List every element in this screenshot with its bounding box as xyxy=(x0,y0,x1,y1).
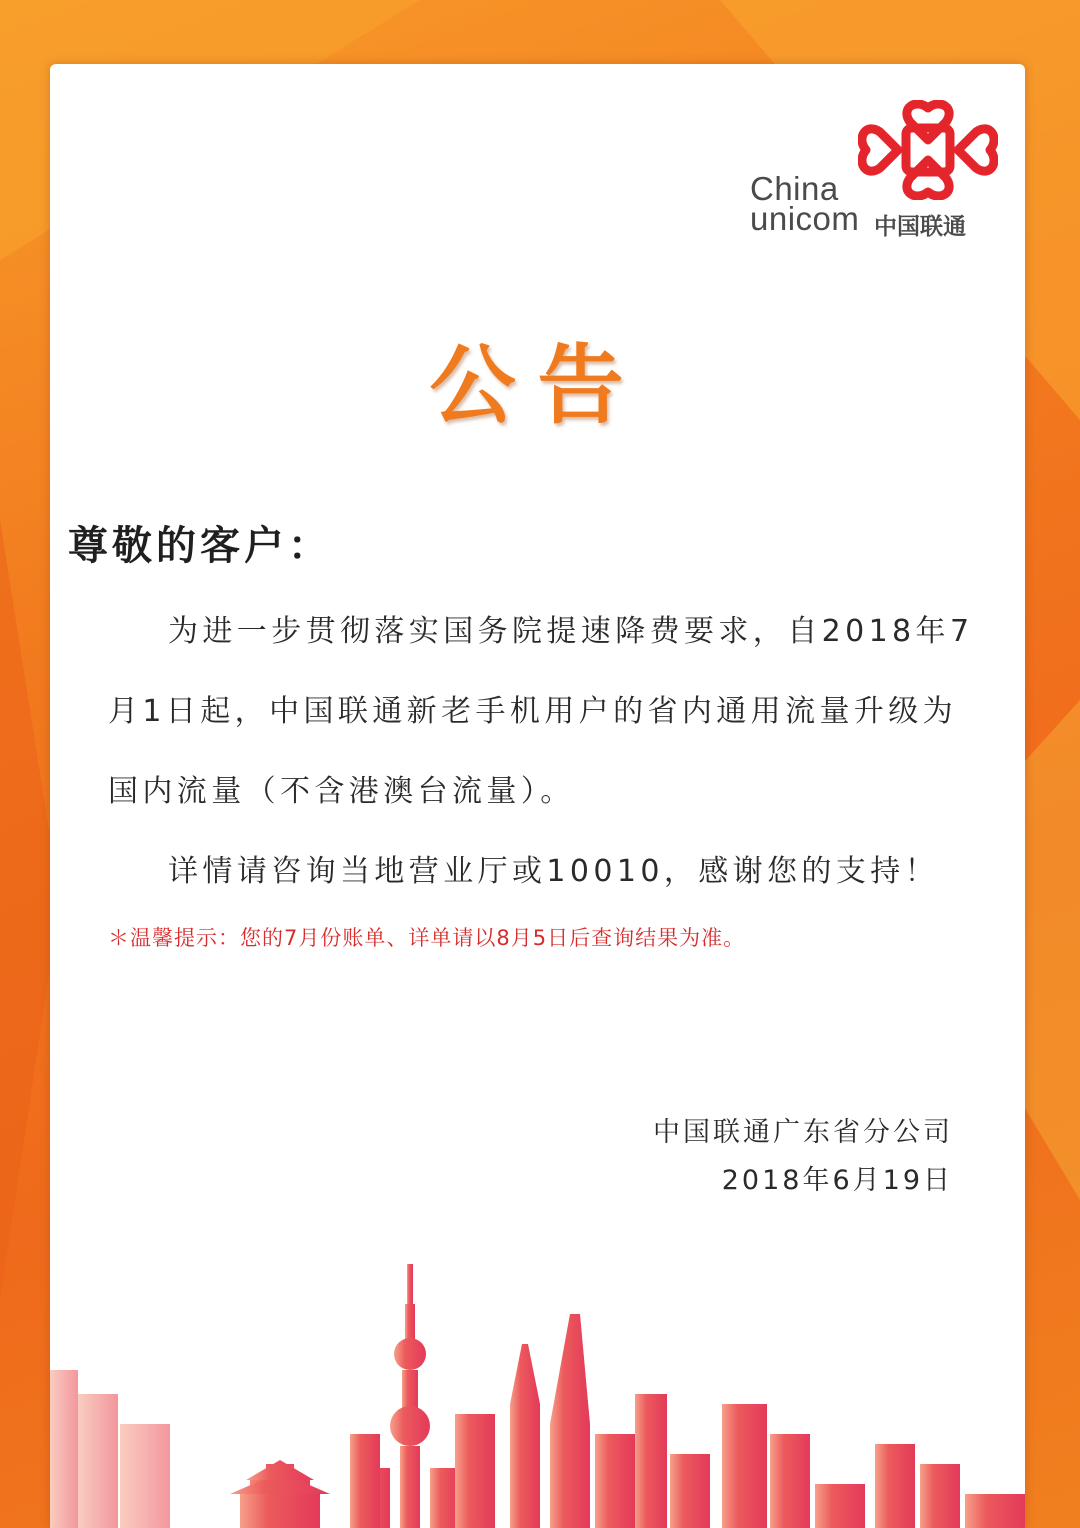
signature-block xyxy=(653,1109,953,1205)
city-skyline-illustration xyxy=(50,1194,1025,1528)
notice-title: 公告 xyxy=(429,336,646,436)
logo-chinese-text: 中国联通 xyxy=(874,214,966,240)
notice-body xyxy=(108,592,978,912)
issuer-name: 中国联通广东省分公司 xyxy=(653,1117,953,1148)
logo-en-line2: unicom xyxy=(750,200,860,237)
greeting: 尊敬的客户： xyxy=(68,523,332,569)
unicom-knot-icon xyxy=(858,100,998,200)
china-unicom-logo xyxy=(750,100,1010,240)
notice-paragraph-2: 详情请咨询当地营业厅或10010，感谢您的支持！ xyxy=(168,854,940,889)
logo-en-line1: China xyxy=(750,170,839,207)
issue-date: 2018年6月19日 xyxy=(721,1165,953,1196)
logo-english-text xyxy=(750,170,860,237)
warm-tip: ＊温馨提示：您的7月份账单、详单请以8月5日后查询结果为准。 xyxy=(108,926,746,950)
notice-card xyxy=(50,64,1025,1528)
notice-paragraph-1: 为进一步贯彻落实国务院提速降费要求，自2018年7月1日起，中国联通新老手机用户的省内通用流量升级为国内流量（不含港澳台流量）。 xyxy=(108,614,974,809)
